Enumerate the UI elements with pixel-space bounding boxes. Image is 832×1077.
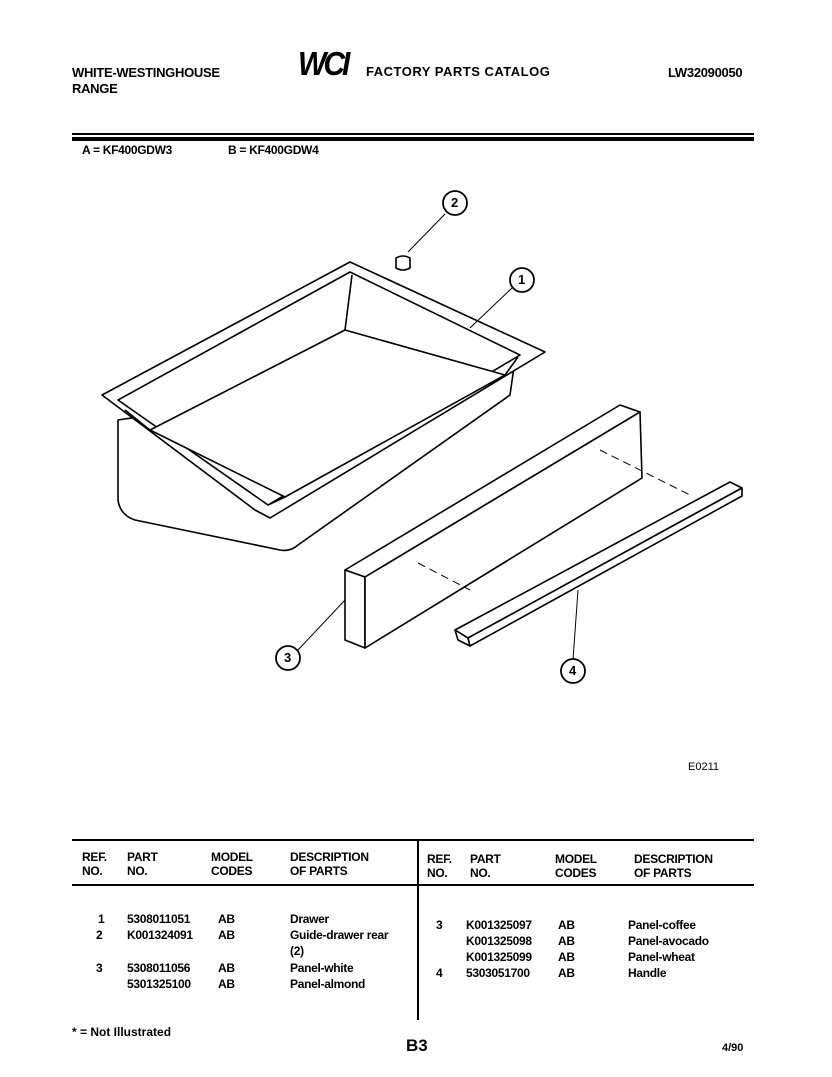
table-header-rule (72, 884, 754, 886)
part-description: Panel-white (290, 961, 354, 975)
brand-name: WHITE-WESTINGHOUSE (72, 65, 220, 80)
header-desc: OF PARTS (290, 864, 348, 878)
callout-1-label: 1 (518, 272, 526, 287)
guide-part (396, 256, 410, 270)
model-codes: AB (218, 977, 235, 991)
part-description: (2) (290, 944, 304, 958)
ref-no: 3 (436, 918, 443, 932)
header-desc: DESCRIPTION (634, 852, 713, 866)
header-part: PART (470, 852, 501, 866)
header-ref: NO. (427, 866, 448, 880)
header-model: CODES (555, 866, 597, 880)
ref-no: 1 (98, 912, 105, 926)
part-description: Guide-drawer rear (290, 928, 389, 942)
model-b: B = KF400GDW4 (228, 143, 319, 157)
catalog-number: LW32090050 (668, 65, 743, 80)
part-no: 5301325100 (127, 977, 191, 991)
wci-logo: WCI (298, 46, 348, 83)
model-codes: AB (558, 950, 575, 964)
model-codes: AB (218, 912, 235, 926)
model-codes: AB (218, 961, 235, 975)
page-number: B3 (406, 1036, 428, 1055)
ref-no: 3 (96, 961, 103, 975)
part-no: 5308011051 (127, 912, 191, 926)
part-description: Panel-coffee (628, 918, 696, 932)
header-ref: REF. (427, 852, 452, 866)
table-divider (417, 840, 419, 1020)
model-codes: AB (558, 934, 575, 948)
header-ref: REF. (82, 850, 107, 864)
part-description: Handle (628, 966, 667, 980)
header-model: MODEL (211, 850, 253, 864)
part-description: Drawer (290, 912, 329, 926)
callout-2-label: 2 (451, 195, 459, 210)
callout-4-label: 4 (569, 663, 577, 678)
part-no: K001325099 (466, 950, 532, 964)
part-description: Panel-almond (290, 977, 366, 991)
header-ref: NO. (82, 864, 103, 878)
part-no: 5308011056 (127, 961, 191, 975)
ref-no: 2 (96, 928, 103, 942)
header-model: MODEL (555, 852, 597, 866)
header-part: NO. (127, 864, 148, 878)
header-desc: DESCRIPTION (290, 850, 369, 864)
callout-3-label: 3 (284, 650, 292, 665)
part-description: Panel-wheat (628, 950, 695, 964)
part-no: 5303051700 (466, 966, 530, 980)
header-desc: OF PARTS (634, 866, 692, 880)
model-codes: AB (558, 966, 575, 980)
part-no: K001325098 (466, 934, 532, 948)
header-part: PART (127, 850, 158, 864)
table-top-rule (72, 839, 754, 841)
product-type: RANGE (72, 81, 118, 96)
part-description: Panel-avocado (628, 934, 709, 948)
part-no: K001325097 (466, 918, 532, 932)
header-model: CODES (211, 864, 253, 878)
not-illustrated-note: * = Not Illustrated (72, 1025, 172, 1039)
model-codes: AB (218, 928, 235, 942)
catalog-title: FACTORY PARTS CATALOG (366, 64, 551, 79)
revision-date: 4/90 (722, 1042, 744, 1054)
ref-no: 4 (436, 966, 443, 980)
figure-code: E0211 (688, 761, 719, 773)
model-a: A = KF400GDW3 (82, 143, 173, 157)
part-no: K001324091 (127, 928, 193, 942)
model-codes: AB (558, 918, 575, 932)
header-part: NO. (470, 866, 491, 880)
